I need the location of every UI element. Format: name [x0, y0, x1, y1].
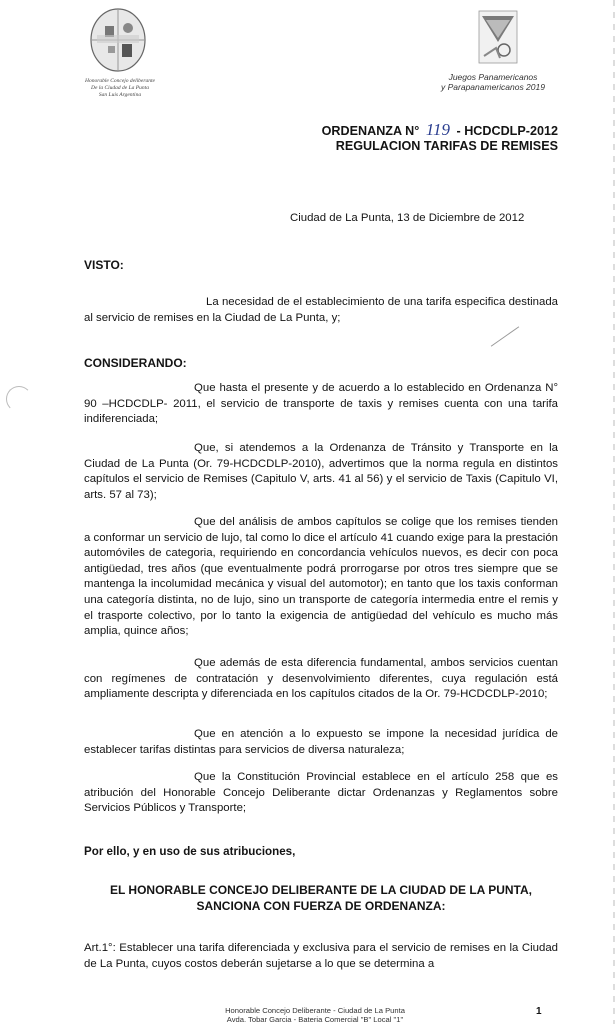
council-seal-icon [88, 6, 148, 74]
considerando-paragraph: Que del análisis de ambos capítulos se colige que los remises tienden a conformar un servicio de lujo, tal como lo dice el artículo 41 cuando exige para la prestación automóviles de categoria, requiriendo en concordancia vehículos nuevos, es decir con poca antigüedad, tres años (que eventualmente podrá prorrogarse por otros tres siempre que se mantenga la incolumidad mecánica y visual del automotor); en tanto que los taxis conforman una categoría distinta, no de lujo, sino un transporte de categoría intermedia entre el remis y el trasporte colectivo, por lo tanto la exigencia de antigüedad del vehículo es mucho más amplia, quince años; [84, 516, 558, 638]
games-caption-line: Juegos Panamericanos [448, 72, 538, 82]
seal-caption-line: Honorable Concejo deliberante [85, 78, 155, 84]
ordinance-suffix: - HCDCDLP-2012 [456, 124, 558, 138]
considerando-paragraph: Que además de esta diferencia fundamental, ambos servicios cuentan con regímenes de contratación y desenvolvimiento diferentes, cuya regulación está ampliamente descripta y diferenciada en los capítulos citados de la Or. 79-HCDCDLP-2010; [84, 657, 558, 701]
punch-hole-mark [6, 386, 32, 412]
por-ello-line: Por ello, y en uso de sus atribuciones, [84, 845, 296, 858]
page-number: 1 [536, 1006, 542, 1017]
visto-heading: VISTO: [84, 258, 124, 272]
ordinance-subtitle: REGULACION TARIFAS DE REMISES [335, 139, 558, 153]
ordinance-prefix: ORDENANZA N° [321, 124, 420, 138]
ordinance-title [318, 122, 558, 154]
sanciona-line: SANCIONA CON FUERZA DE ORDENANZA: [196, 898, 446, 913]
place-and-date: Ciudad de La Punta, 13 de Diciembre de 2012 [290, 212, 525, 224]
sanciona-block [84, 883, 558, 914]
seal-caption-line: San Luis Argentina [98, 92, 142, 98]
seal-caption-line: De la Ciudad de La Punta [91, 85, 149, 91]
games-caption-line: y Parapanamericanos 2019 [441, 82, 545, 92]
seal-caption [70, 78, 170, 99]
considerando-heading: CONSIDERANDO: [84, 356, 187, 370]
considerando-paragraph: Que en atención a lo expuesto se impone la necesidad jurídica de establecer tarifas distintas para servicios de diversa naturaleza; [84, 728, 558, 756]
considerando-paragraph: Que la Constitución Provincial establece en el artículo 258 que es atribución del Honorable Concejo Deliberante dictar Ordenanzas y Reglamentos sobre Servicios Públicos y Transporte; [84, 771, 558, 815]
pen-stroke-mark [491, 326, 519, 346]
handwritten-ordinance-number: 119 [425, 120, 451, 139]
footer-address [180, 1006, 450, 1024]
visto-paragraph: La necesidad de el establecimiento de una tarifa especifica destinada al servicio de remises en la Ciudad de La Punta, y; [84, 296, 558, 324]
panamerican-games-logo-icon [476, 8, 520, 66]
ordinance-number-line [318, 122, 558, 139]
sanciona-line: EL HONORABLE CONCEJO DELIBERANTE DE LA CIUDAD DE LA PUNTA, [109, 883, 532, 897]
footer-line: Avda. Tobar Garcia - Bateria Comercial "B" Local "1" [226, 1015, 404, 1024]
footer-line: Honorable Concejo Deliberante - Ciudad de La Punta [225, 1006, 405, 1015]
considerando-paragraph: Que, si atendemos a la Ordenanza de Tránsito y Transporte en la Ciudad de La Punta (Or. 79-HCDCDLP-2010), advertimos que la norma regula en distintos capítulos el servicio de Remises (Capitulo V, arts. 41 al 56) y el servicio de Taxis (Capitulo VI, arts. 57 al 73); [84, 442, 558, 501]
considerando-paragraph: Que hasta el presente y de acuerdo a lo establecido en Ordenanza N° 90 –HCDCDLP- 2011, el servicio de transporte de taxis y remises cuenta con una tarifa indiferenciada; [84, 382, 558, 426]
article-1-text: Art.1°: Establecer una tarifa diferenciada y exclusiva para el servicio de remises en la Ciudad de La Punta, cuyos costos deberán sujetarse a lo que se determina a [84, 942, 558, 970]
games-caption [428, 72, 558, 92]
